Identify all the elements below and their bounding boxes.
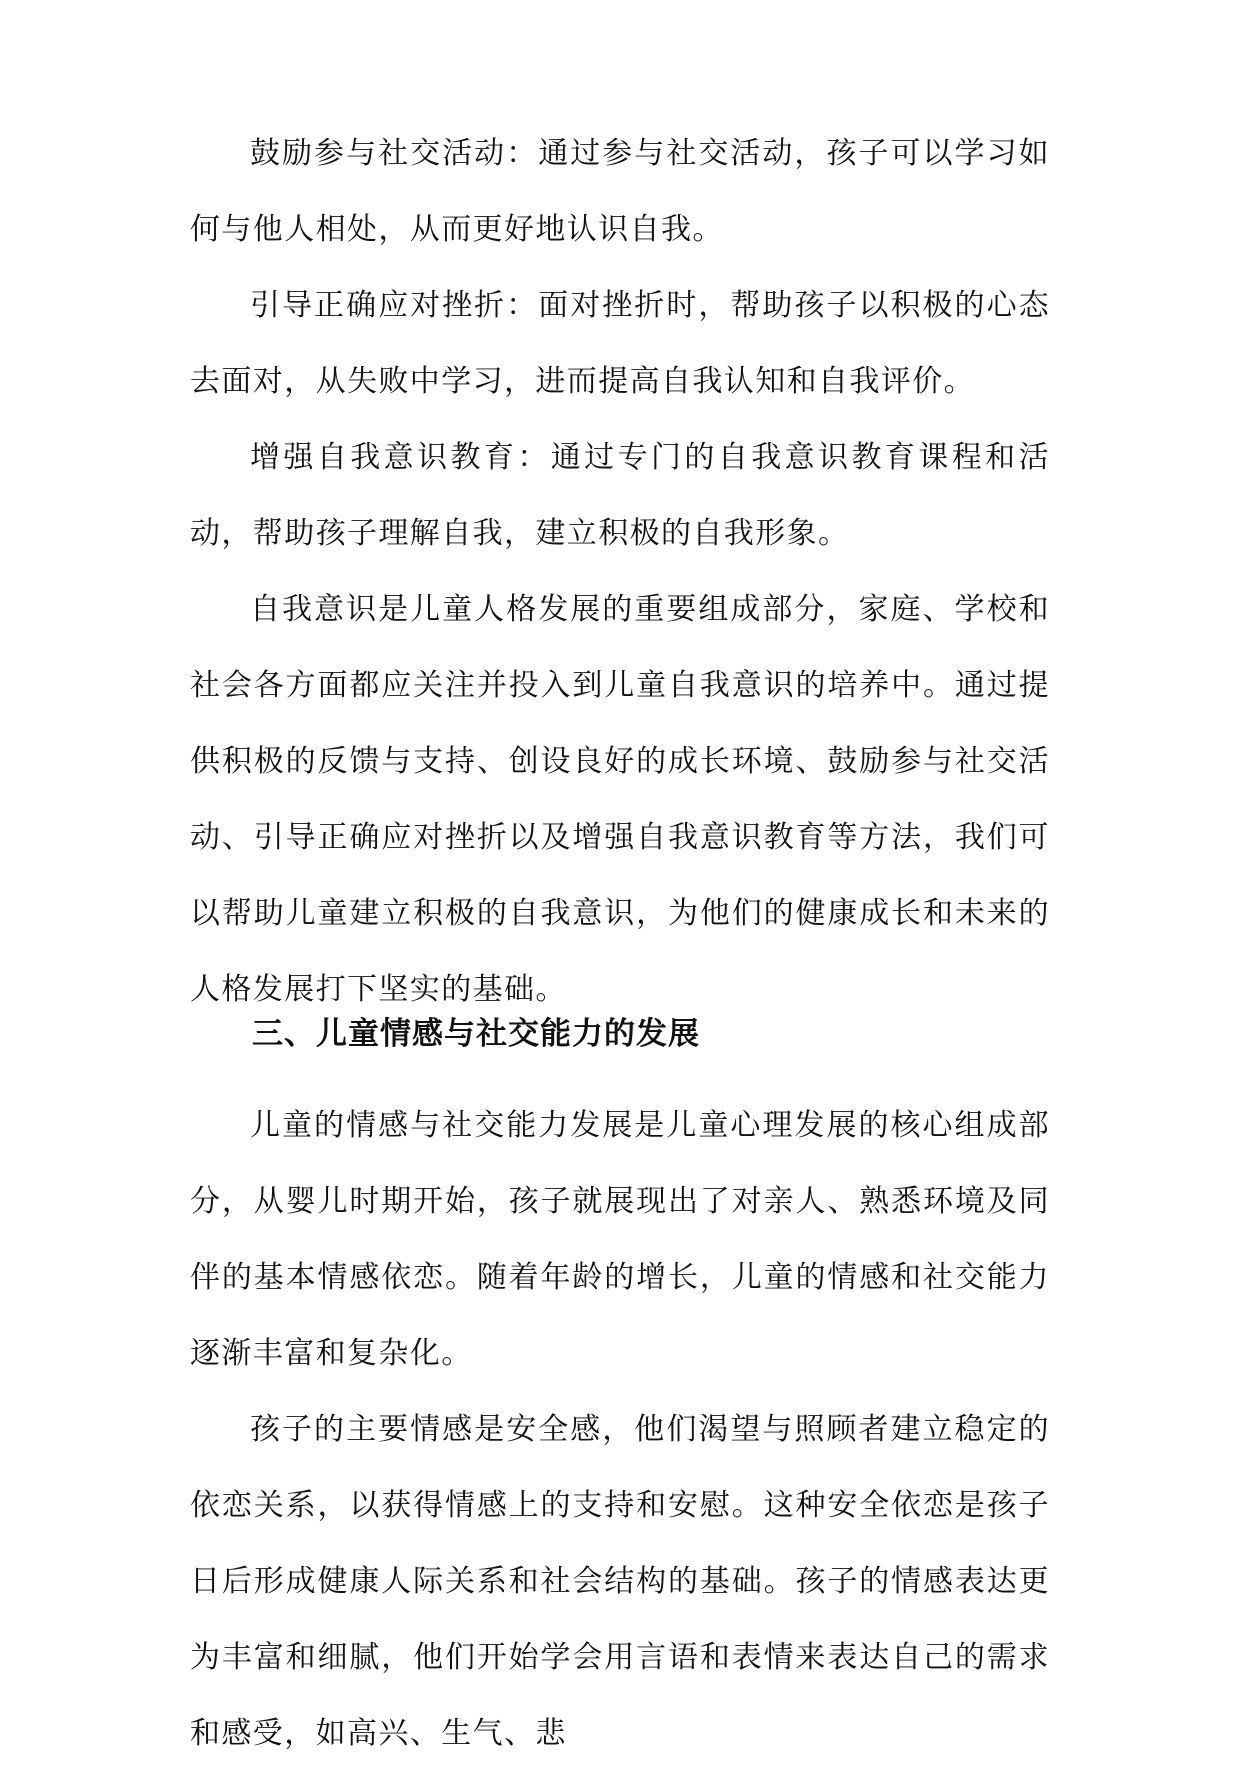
- paragraph: 引导正确应对挫折：面对挫折时，帮助孩子以积极的心态去面对，从失败中学习，进而提高自我认知和自我评价。: [190, 288, 1050, 399]
- body-section-after: [190, 1088, 1050, 1772]
- paragraph: 儿童的情感与社交能力发展是儿童心理发展的核心组成部分，从婴儿时期开始，孩子就展现出了对亲人、熟悉环境及同伴的基本情感依恋。随着年龄的增长，儿童的情感和社交能力逐渐丰富和复杂化。: [190, 1108, 1050, 1371]
- paragraph: 增强自我意识教育：通过专门的自我意识教育课程和活动，帮助孩子理解自我，建立积极的自我形象。: [190, 440, 1050, 551]
- section-heading: 三、儿童情感与社交能力的发展: [252, 1016, 700, 1052]
- paragraph: 自我意识是儿童人格发展的重要组成部分，家庭、学校和社会各方面都应关注并投入到儿童自我意识的培养中。通过提供积极的反馈与支持、创设良好的成长环境、鼓励参与社交活动、引导正确应对挫折以及增强自我意识教育等方法，我们可以帮助儿童建立积极的自我意识，为他们的健康成长和未来的人格发展打下坚实的基础。: [190, 592, 1050, 1007]
- body-section-before: [190, 116, 1050, 1028]
- paragraph: 鼓励参与社交活动：通过参与社交活动，孩子可以学习如何与他人相处，从而更好地认识自我。: [190, 136, 1050, 247]
- paragraph: 孩子的主要情感是安全感，他们渴望与照顾者建立稳定的依恋关系，以获得情感上的支持和安慰。这种安全依恋是孩子日后形成健康人际关系和社会结构的基础。孩子的情感表达更为丰富和细腻，他们开始学会用言语和表情来表达自己的需求和感受，如高兴、生气、悲: [190, 1412, 1050, 1751]
